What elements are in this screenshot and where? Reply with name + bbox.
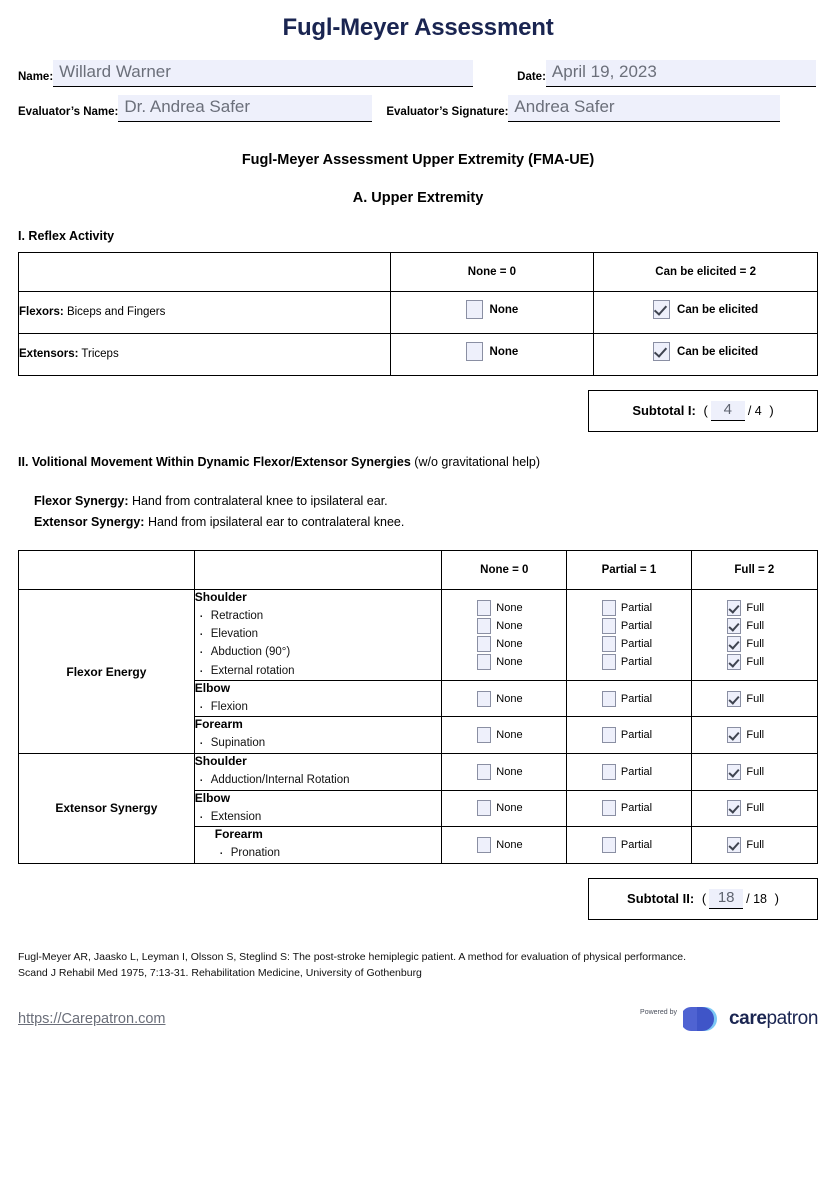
- checkbox-checked-icon[interactable]: [727, 764, 741, 780]
- checkbox-single-partial: [567, 755, 691, 789]
- flexor-elbow-full-cell[interactable]: [691, 680, 817, 717]
- flexors-elicited-option[interactable]: [653, 300, 758, 319]
- brand-name-light: patron: [766, 1008, 818, 1030]
- checkbox-checked-icon[interactable]: [727, 600, 741, 616]
- subtotal-one-max: / 4: [747, 403, 762, 418]
- extensor-synergy-label: Extensor Synergy:: [34, 514, 145, 529]
- evaluator-name-field[interactable]: Dr. Andrea Safer: [118, 95, 372, 122]
- checkbox-unchecked-icon[interactable]: [477, 800, 491, 816]
- checkbox-unchecked-icon[interactable]: [466, 300, 483, 319]
- subtotal-one-value[interactable]: 4: [711, 401, 745, 420]
- checkbox-unchecked-icon[interactable]: [477, 636, 491, 652]
- option-none-abduction[interactable]: [477, 636, 531, 652]
- list-item: · Extension: [195, 808, 442, 827]
- group-label-extensor-synergy: Extensor Synergy: [19, 754, 195, 864]
- subtotal-two-box: [588, 878, 818, 920]
- checkbox-unchecked-icon[interactable]: [477, 654, 491, 670]
- list-item: · Elevation: [195, 625, 442, 643]
- citation-line-2: Scand J Rehabil Med 1975, 7:13-31. Rehabilitation Medicine, University of Gothenburg: [18, 966, 422, 979]
- name-label: Name:: [18, 71, 54, 84]
- meta-row-name-date: [18, 60, 818, 87]
- checkbox-unchecked-icon[interactable]: [477, 691, 491, 707]
- page-title: Fugl-Meyer Assessment: [282, 14, 554, 41]
- option-label: Partial: [620, 637, 653, 650]
- checkbox-single-full: [692, 718, 817, 752]
- checkbox-single-none: [442, 682, 566, 716]
- checkbox-single-partial: [567, 682, 691, 716]
- flexor-shoulder-full-cell[interactable]: [691, 590, 817, 681]
- option-partial-abduction[interactable]: [602, 636, 656, 652]
- joint-title: Elbow: [194, 790, 231, 805]
- checkbox-single-partial: [567, 718, 691, 752]
- checkbox-unchecked-icon[interactable]: [477, 600, 491, 616]
- checkbox-unchecked-icon[interactable]: [477, 618, 491, 634]
- option-full-adduction[interactable]: [727, 764, 781, 780]
- movement-cell-extensor-elbow: [194, 790, 442, 827]
- extensors-elicited-option[interactable]: [653, 342, 758, 361]
- option-partial-flexion[interactable]: [602, 691, 656, 707]
- checkbox-single-none: [442, 828, 566, 862]
- list-item: · Retraction: [195, 607, 442, 625]
- option-label: Partial: [620, 802, 653, 815]
- option-label: None: [496, 692, 523, 705]
- flexor-elbow-none-cell[interactable]: [442, 680, 567, 717]
- option-label: None: [496, 802, 523, 815]
- movement-cell-flexor-shoulder: [194, 590, 442, 681]
- paren-close: ): [765, 403, 774, 419]
- reflex-label-rest: Triceps: [78, 348, 119, 361]
- brand-lockup: [640, 1005, 818, 1033]
- checkbox-single-none: [442, 755, 566, 789]
- flexor-forearm-full-cell[interactable]: [691, 717, 817, 754]
- extensor-shoulder-partial-cell[interactable]: [567, 754, 692, 791]
- option-label: Can be elicited: [677, 345, 759, 358]
- evaluator-name-label: Evaluator’s Name:: [18, 106, 119, 119]
- checkbox-checked-icon[interactable]: [727, 837, 741, 853]
- subtotal-two-label: Subtotal II:: [627, 891, 695, 907]
- option-label: Full: [746, 601, 765, 614]
- movement-cell-flexor-elbow: [194, 680, 442, 717]
- extensors-elicited-cell[interactable]: [594, 333, 818, 375]
- section-one-heading: I. Reflex Activity: [18, 228, 115, 243]
- option-label: Full: [746, 802, 765, 815]
- subtotal-one-box: [588, 390, 818, 432]
- checkbox-single-full: [692, 755, 817, 789]
- option-partial-extension[interactable]: [602, 800, 656, 816]
- option-partial-external-rotation[interactable]: [602, 654, 656, 670]
- reflex-row-label-flexors: [19, 291, 391, 333]
- paren-open: (: [698, 891, 707, 907]
- reflex-activity-table: [18, 252, 818, 376]
- movement-list: [215, 844, 442, 863]
- checkbox-checked-icon[interactable]: [653, 300, 670, 319]
- subtotal-one-holder: [18, 390, 818, 432]
- table-header-row: [19, 252, 818, 291]
- option-label: Full: [746, 637, 765, 650]
- option-label: Can be elicited: [677, 303, 759, 316]
- table-row: [19, 590, 818, 681]
- option-none-external-rotation[interactable]: [477, 654, 531, 670]
- list-item: · External rotation: [195, 662, 442, 680]
- option-partial-adduction[interactable]: [602, 764, 656, 780]
- option-label: None: [489, 303, 519, 316]
- movement-cell-flexor-forearm: [194, 717, 442, 754]
- evaluator-signature-label: Evaluator’s Signature:: [386, 106, 509, 119]
- joint-title: Shoulder: [194, 590, 247, 605]
- option-none-supination[interactable]: [477, 727, 531, 743]
- column-header-movement: [194, 551, 442, 590]
- checkbox-unchecked-icon[interactable]: [602, 764, 616, 780]
- option-label: Full: [746, 692, 765, 705]
- checkbox-unchecked-icon[interactable]: [602, 636, 616, 652]
- page-footer: [18, 1005, 818, 1033]
- option-label: Full: [746, 729, 765, 742]
- section-two-heading-light: (w/o gravitational help): [410, 454, 541, 469]
- checkbox-checked-icon[interactable]: [727, 727, 741, 743]
- checkbox-single-none: [442, 791, 566, 825]
- flexors-none-cell[interactable]: [390, 291, 594, 333]
- brand-name-bold: care: [729, 1008, 767, 1030]
- option-label: Partial: [620, 765, 653, 778]
- section-a-heading: A. Upper Extremity: [352, 189, 484, 206]
- option-label: None: [496, 729, 523, 742]
- date-label: Date:: [517, 71, 546, 84]
- section-two-heading-bold: II. Volitional Movement Within Dynamic Flexor/Extensor Synergies: [18, 454, 411, 469]
- list-item: · Abduction (90°): [195, 643, 442, 661]
- checkbox-checked-icon[interactable]: [727, 618, 741, 634]
- group-label-flexor-energy: Flexor Energy: [19, 590, 195, 754]
- subtotal-two-value[interactable]: 18: [709, 889, 743, 908]
- option-label: Partial: [620, 619, 653, 632]
- checkbox-unchecked-icon[interactable]: [602, 837, 616, 853]
- patient-meta-section: [18, 60, 818, 122]
- checkbox-stack-partial: [567, 591, 691, 679]
- checkbox-checked-icon[interactable]: [727, 654, 741, 670]
- column-header-group: [19, 551, 195, 590]
- checkbox-unchecked-icon[interactable]: [602, 691, 616, 707]
- carepatron-url-link[interactable]: https://Carepatron.com: [18, 1011, 166, 1028]
- flexor-forearm-partial-cell[interactable]: [567, 717, 692, 754]
- paren-open: (: [699, 403, 708, 419]
- powered-by-label: Powered by: [640, 1009, 678, 1017]
- option-none-elevation[interactable]: [477, 618, 531, 634]
- option-label: None: [496, 839, 523, 852]
- checkbox-single-full: [692, 791, 817, 825]
- subtotal-one-label: Subtotal I:: [632, 403, 696, 419]
- option-none-extension[interactable]: [477, 800, 531, 816]
- option-label: None: [496, 601, 523, 614]
- option-full-retraction[interactable]: [727, 600, 781, 616]
- joint-title: Shoulder: [194, 754, 247, 768]
- extensor-forearm-partial-cell[interactable]: [567, 827, 692, 864]
- checkbox-unchecked-icon[interactable]: [477, 837, 491, 853]
- checkbox-stack-none: [442, 591, 566, 679]
- movement-list: [195, 808, 442, 827]
- reflex-row-label-extensors: [19, 333, 391, 375]
- table-row: [19, 333, 818, 375]
- option-partial-retraction[interactable]: [602, 600, 656, 616]
- option-partial-elevation[interactable]: [602, 618, 656, 634]
- column-header-elicited: Can be elicited = 2: [594, 252, 818, 291]
- option-label: None: [489, 345, 519, 358]
- citation-line-1: Fugl-Meyer AR, Jaasko L, Leyman I, Olsson S, Steglind S: The post-stroke hemiplegic patient. A method for evaluation of physical performance.: [18, 950, 687, 963]
- option-label: Full: [746, 765, 765, 778]
- option-label: Partial: [620, 729, 653, 742]
- carepatron-logo-icon: [683, 1005, 723, 1033]
- list-item: · Adduction/Internal Rotation: [195, 771, 442, 790]
- joint-title: Elbow: [194, 680, 231, 695]
- section-two-heading: [18, 455, 818, 469]
- flexor-synergy-description: [34, 491, 818, 512]
- checkbox-unchecked-icon[interactable]: [602, 654, 616, 670]
- flexor-synergy-text: Hand from contralateral knee to ipsilateral ear.: [128, 493, 388, 508]
- movement-list: [195, 607, 442, 680]
- option-label: Full: [746, 655, 765, 668]
- option-label: Full: [746, 619, 765, 632]
- reflex-label-bold: Extensors:: [19, 348, 79, 361]
- checkbox-stack-full: [692, 591, 817, 679]
- column-header-none: None = 0: [390, 252, 594, 291]
- extensors-none-cell[interactable]: [390, 333, 594, 375]
- extensor-elbow-none-cell[interactable]: [442, 790, 567, 827]
- checkbox-unchecked-icon[interactable]: [477, 727, 491, 743]
- checkbox-checked-icon[interactable]: [727, 636, 741, 652]
- table-header-row: [19, 551, 818, 590]
- extensors-none-option[interactable]: [466, 342, 519, 361]
- meta-row-evaluator-signature: [18, 95, 818, 122]
- synergy-descriptions: [34, 491, 818, 532]
- checkbox-checked-icon[interactable]: [727, 800, 741, 816]
- paren-close: ): [771, 891, 779, 907]
- option-label: None: [496, 655, 523, 668]
- extensor-forearm-full-cell[interactable]: [691, 827, 817, 864]
- reflex-label-rest: Biceps and Fingers: [63, 306, 166, 319]
- checkbox-unchecked-icon[interactable]: [466, 342, 483, 361]
- subtotal-two-max: / 18: [746, 891, 768, 906]
- checkbox-unchecked-icon[interactable]: [602, 618, 616, 634]
- checkbox-checked-icon[interactable]: [653, 342, 670, 361]
- option-label: None: [496, 619, 523, 632]
- checkbox-unchecked-icon[interactable]: [602, 727, 616, 743]
- option-label: Partial: [620, 601, 653, 614]
- option-full-extension[interactable]: [727, 800, 781, 816]
- flexor-synergy-label: Flexor Synergy:: [34, 493, 129, 508]
- option-label: None: [496, 637, 523, 650]
- checkbox-single-partial: [567, 828, 691, 862]
- option-full-abduction[interactable]: [727, 636, 781, 652]
- flexor-elbow-partial-cell[interactable]: [567, 680, 692, 717]
- table-row: [19, 754, 818, 791]
- extensor-shoulder-full-cell[interactable]: [691, 754, 817, 791]
- checkbox-single-full: [692, 682, 817, 716]
- option-partial-pronation[interactable]: [602, 837, 656, 853]
- reflex-label-bold: Flexors:: [19, 306, 64, 319]
- evaluator-signature-field[interactable]: Andrea Safer: [508, 95, 780, 122]
- option-label: Partial: [620, 839, 653, 852]
- movement-list: [195, 734, 442, 753]
- option-label: Partial: [620, 692, 653, 705]
- date-field[interactable]: April 19, 2023: [546, 60, 816, 87]
- joint-title: Forearm: [194, 717, 243, 732]
- brand-wordmark: [729, 1008, 818, 1030]
- movement-cell-extensor-shoulder: [194, 754, 442, 791]
- table-row: [19, 291, 818, 333]
- movement-cell-extensor-forearm: [194, 827, 442, 864]
- list-item: · Supination: [195, 734, 442, 753]
- citation-block: [18, 950, 818, 982]
- option-label: Full: [746, 839, 765, 852]
- option-partial-supination[interactable]: [602, 727, 656, 743]
- flexors-elicited-cell[interactable]: [594, 291, 818, 333]
- movement-list: [195, 698, 442, 717]
- option-label: None: [496, 765, 523, 778]
- subtotal-two-holder: [18, 878, 818, 920]
- extensor-shoulder-none-cell[interactable]: [442, 754, 567, 791]
- option-none-pronation[interactable]: [477, 837, 531, 853]
- flexor-shoulder-partial-cell[interactable]: [567, 590, 692, 681]
- extensor-synergy-description: [34, 512, 818, 533]
- list-item: · Flexion: [195, 698, 442, 717]
- movement-list: [195, 771, 442, 790]
- list-item: · Pronation: [215, 844, 442, 863]
- flexors-none-option[interactable]: [466, 300, 519, 319]
- flexor-shoulder-none-cell[interactable]: [442, 590, 567, 681]
- option-full-pronation[interactable]: [727, 837, 781, 853]
- flexor-forearm-none-cell[interactable]: [442, 717, 567, 754]
- column-header-partial: Partial = 1: [567, 551, 692, 590]
- option-none-retraction[interactable]: [477, 600, 531, 616]
- column-header-none: None = 0: [442, 551, 567, 590]
- column-header-blank: [19, 252, 391, 291]
- checkbox-checked-icon[interactable]: [727, 691, 741, 707]
- option-none-adduction[interactable]: [477, 764, 531, 780]
- option-label: Partial: [620, 655, 653, 668]
- checkbox-unchecked-icon[interactable]: [602, 800, 616, 816]
- joint-title: Forearm: [214, 827, 263, 842]
- column-header-full: Full = 2: [691, 551, 817, 590]
- option-full-supination[interactable]: [727, 727, 781, 743]
- extensor-forearm-none-cell[interactable]: [442, 827, 567, 864]
- checkbox-single-none: [442, 718, 566, 752]
- option-full-external-rotation[interactable]: [727, 654, 781, 670]
- document-subtitle: Fugl-Meyer Assessment Upper Extremity (FMA-UE): [241, 151, 595, 168]
- option-full-flexion[interactable]: [727, 691, 781, 707]
- volitional-movement-table: [18, 550, 818, 864]
- checkbox-unchecked-icon[interactable]: [602, 600, 616, 616]
- extensor-elbow-partial-cell[interactable]: [567, 790, 692, 827]
- name-field[interactable]: Willard Warner: [53, 60, 473, 87]
- extensor-synergy-text: Hand from ipsilateral ear to contralateral knee.: [144, 514, 405, 529]
- option-full-elevation[interactable]: [727, 618, 781, 634]
- checkbox-single-partial: [567, 791, 691, 825]
- checkbox-single-full: [692, 828, 817, 862]
- option-none-flexion[interactable]: [477, 691, 531, 707]
- checkbox-unchecked-icon[interactable]: [477, 764, 491, 780]
- extensor-elbow-full-cell[interactable]: [691, 790, 817, 827]
